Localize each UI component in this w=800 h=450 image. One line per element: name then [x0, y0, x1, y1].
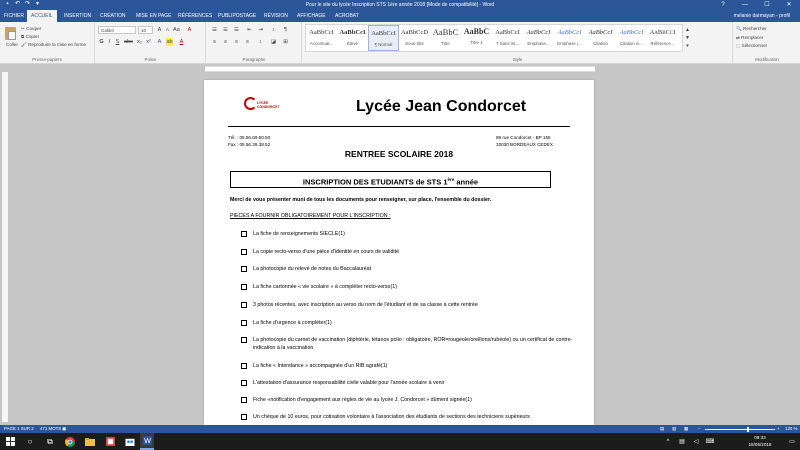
- ribbon-tabs: [0, 10, 800, 22]
- fax-text: Fax : 05.56.39.38.52: [228, 142, 271, 147]
- cut-button[interactable]: ✂ Couper: [21, 26, 42, 31]
- checkbox-icon: [241, 363, 247, 369]
- group-label: Presse-papiers: [32, 57, 62, 62]
- tab-publipostage[interactable]: PUBLIPOSTAGE: [218, 13, 257, 19]
- network-icon[interactable]: ▤: [679, 439, 685, 445]
- zoom-out-icon[interactable]: −: [698, 426, 701, 431]
- task-view-icon[interactable]: ⧉: [47, 436, 53, 446]
- select-button[interactable]: ⬚ Sélectionner: [736, 43, 768, 48]
- paragraph-group: [207, 22, 302, 64]
- tab-insertion[interactable]: INSERTION: [64, 13, 92, 19]
- taskbar: [0, 433, 800, 450]
- list-item: La fiche d'urgence à compléter(1): [241, 319, 581, 327]
- style-item[interactable]: AaBbC Titre: [432, 27, 459, 46]
- checkbox-icon: [241, 380, 247, 386]
- font-color-icon[interactable]: A: [179, 39, 184, 45]
- tab-acrobat[interactable]: ACROBAT: [335, 13, 359, 19]
- clear-format-icon[interactable]: A: [187, 27, 192, 33]
- language-icon[interactable]: ⌨: [705, 439, 715, 445]
- list-item: 3 photos récentes, avec inscription au verso du nom de l'étudiant et de sa classe à cette rentrée: [241, 301, 581, 309]
- checkbox-icon: [241, 320, 247, 326]
- multilevel-list-icon[interactable]: ☰: [234, 27, 239, 33]
- proofing-icon[interactable]: ▣: [62, 426, 67, 431]
- save-icon[interactable]: ▪: [6, 1, 9, 7]
- list-item: La photocopie du relevé de notes du Baccalauréat: [241, 265, 581, 273]
- tab-fichier[interactable]: FICHIER: [0, 10, 26, 22]
- numbering-icon[interactable]: ☰: [223, 27, 228, 33]
- find-button[interactable]: 🔍 Rechercher: [736, 26, 767, 31]
- checkbox-icon: [241, 266, 247, 272]
- clipboard-group: [0, 22, 95, 64]
- shading-icon[interactable]: ◪: [270, 39, 277, 45]
- list-item: La fiche « Intendance » accompagnée d'un RIB agrafé(1): [241, 362, 581, 370]
- zoom-slider-thumb[interactable]: [747, 427, 749, 432]
- close-button[interactable]: ✕: [786, 2, 792, 8]
- borders-icon[interactable]: ⊞: [283, 39, 288, 45]
- group-label: Paragraphe: [242, 57, 266, 62]
- style-item[interactable]: AaBbCcI T Sans int...: [495, 29, 520, 46]
- styles-more-icon[interactable]: ▾: [686, 43, 689, 49]
- align-right-icon[interactable]: ≡: [234, 39, 239, 45]
- align-center-icon[interactable]: ≡: [223, 39, 228, 45]
- underline-icon[interactable]: S: [115, 39, 120, 45]
- windows-start-icon[interactable]: [2, 433, 18, 450]
- zoom-slider[interactable]: [705, 429, 775, 430]
- rentree-heading: RENTREE SCOLAIRE 2018: [344, 149, 454, 159]
- highlight-icon[interactable]: ab: [166, 39, 173, 45]
- styles-gallery: [305, 24, 683, 52]
- ribbon: [0, 22, 800, 64]
- superscript-icon[interactable]: x²: [146, 39, 151, 45]
- paste-button[interactable]: Coller: [4, 25, 18, 45]
- document-page[interactable]: [204, 80, 594, 425]
- justify-icon[interactable]: ≡: [245, 39, 250, 45]
- address-line-1: 89 rue Condorcet - BP 155: [496, 135, 551, 140]
- subscript-icon[interactable]: x₂: [137, 39, 142, 45]
- checkbox-icon: [241, 231, 247, 237]
- help-button[interactable]: ?: [721, 2, 725, 8]
- header-divider: [228, 126, 570, 127]
- undo-icon[interactable]: ↶: [14, 1, 21, 7]
- page-count[interactable]: PAGE 1 SUR 2: [4, 426, 34, 431]
- tab-creation[interactable]: CRÉATION: [100, 13, 126, 19]
- style-item[interactable]: AaBbCcI Citation: [588, 29, 613, 46]
- status-bar: [0, 425, 800, 433]
- volume-icon[interactable]: ◁: [693, 439, 699, 445]
- customize-icon[interactable]: ▾: [35, 1, 39, 7]
- store-icon[interactable]: [122, 433, 138, 450]
- pieces-heading: PIECES A FOURNIR OBLIGATOIREMENT POUR L'INSCRIPTION :: [230, 213, 391, 219]
- redo-icon[interactable]: ↷: [24, 1, 31, 7]
- list-item: Fiche «notification d'engagement aux règles de vie au lycée J. Condorcet » dûment signée(1): [241, 396, 581, 404]
- checkbox-icon: [241, 397, 247, 403]
- bold-icon[interactable]: G: [99, 39, 104, 45]
- checkbox-icon: [241, 302, 247, 308]
- checkbox-icon: [241, 249, 247, 255]
- show-marks-icon[interactable]: ¶: [284, 27, 287, 33]
- list-item: La copie recto-verso d'une pièce d'identité en cours de validité: [241, 248, 581, 256]
- app-icon[interactable]: [102, 433, 118, 450]
- style-item[interactable]: AaBbCcI Emphase i...: [557, 29, 582, 46]
- list-item: La photocopie du carnet de vaccination (diphtérie, tétanos polio : obligatoire, ROR=rougeole/oreillons/rubéole) ou un certificat de contre-indication à la vaccination: [241, 336, 581, 352]
- read-mode-icon[interactable]: ▤: [660, 426, 665, 431]
- notification-chevron-icon[interactable]: ^: [666, 438, 670, 445]
- word-taskbar-icon[interactable]: [140, 433, 154, 450]
- shrink-font-icon[interactable]: A: [165, 27, 169, 32]
- line-spacing-icon[interactable]: ↕: [259, 39, 262, 45]
- italic-icon[interactable]: I: [108, 39, 111, 45]
- editing-group: [734, 22, 800, 64]
- zoom-in-icon[interactable]: +: [777, 426, 780, 431]
- list-item: L'attestation d'assurance responsabilité civile valable pour l'année scolaire à venir: [241, 379, 581, 387]
- style-item-normal[interactable]: AaBbCcI ¶ Normal: [368, 25, 399, 51]
- styles-scroll-down-icon[interactable]: ▼: [685, 35, 690, 41]
- tab-revision[interactable]: RÉVISION: [264, 13, 288, 19]
- style-item[interactable]: AaBbC Titre 1: [463, 27, 490, 45]
- group-label: Style: [512, 57, 523, 62]
- chrome-icon[interactable]: [62, 433, 78, 450]
- tab-references[interactable]: RÉFÉRENCES: [178, 13, 213, 19]
- font-size-input[interactable]: 10: [138, 26, 153, 34]
- window-title: Pour le site du lycée Inscription STS 1ère année 2018 [Mode de compatibilité] - Word: [305, 2, 495, 8]
- case-icon[interactable]: Aa: [173, 27, 180, 33]
- decrease-indent-icon[interactable]: ⇤: [247, 27, 252, 33]
- style-item[interactable]: AaBbCcD Sous-titre: [400, 29, 429, 46]
- group-label: Modification: [755, 57, 779, 62]
- copy-button[interactable]: ⧉ Copier: [21, 34, 40, 39]
- zoom-level[interactable]: 120 %: [785, 426, 798, 431]
- style-item[interactable]: AaBbCcI Emphase...: [526, 29, 551, 46]
- search-icon[interactable]: ○: [27, 437, 33, 446]
- address-line-2: 33030 BORDEAUX CEDEX: [496, 142, 553, 147]
- inscription-box: INSCRIPTION DES ETUDIANTS de STS 1ère année: [230, 171, 551, 188]
- increase-indent-icon[interactable]: ⇥: [258, 27, 263, 33]
- minimize-button[interactable]: —: [742, 2, 748, 8]
- grow-font-icon[interactable]: A: [157, 27, 162, 33]
- intro-text: Merci de vous présenter muni de tous les documents pour renseigner, sur place, l'ensemble du dossier.: [230, 197, 492, 203]
- school-logo: LYCÉE CONDORCET: [244, 97, 276, 111]
- tab-mise-en-page[interactable]: MISE EN PAGE: [136, 13, 172, 19]
- list-item: La fiche de renseignements SIECLE(1): [241, 230, 581, 238]
- bullets-icon[interactable]: ☰: [212, 27, 217, 33]
- group-label: Police: [144, 57, 157, 62]
- font-group: [96, 22, 206, 64]
- sort-icon[interactable]: ↕: [272, 27, 275, 33]
- checkbox-icon: [241, 337, 247, 343]
- format-painter-button[interactable]: 🖌 Reproduire la mise en forme: [21, 42, 87, 47]
- style-item[interactable]: AaBbCcI Référence...: [649, 29, 676, 46]
- strikethrough-icon[interactable]: abc: [124, 39, 133, 45]
- align-left-icon[interactable]: ≡: [212, 39, 217, 45]
- tab-affichage[interactable]: AFFICHAGE: [297, 13, 326, 19]
- checkbox-icon: [241, 414, 247, 420]
- replace-button[interactable]: ⇄ Remplacer: [736, 34, 764, 40]
- file-explorer-icon[interactable]: [82, 433, 98, 450]
- horizontal-ruler[interactable]: [205, 66, 595, 72]
- font-name-input[interactable]: Calibri: [98, 26, 136, 34]
- style-item[interactable]: AaBbCcI Élevé: [339, 29, 366, 46]
- title-bar: [0, 0, 800, 10]
- svg-text:W: W: [143, 436, 151, 445]
- styles-scroll-up-icon[interactable]: ▲: [685, 27, 690, 33]
- vertical-ruler[interactable]: [2, 72, 8, 422]
- clock[interactable]: 09:33 18/05/2018: [748, 435, 772, 447]
- list-item: Un chèque de 10 euros, pour cotisation volontaire à l'association des étudiants de sections des techniciens supérieurs: [241, 413, 581, 421]
- user-account[interactable]: melanie darmayan - profil: [733, 13, 790, 19]
- print-layout-icon[interactable]: ▥: [672, 426, 677, 431]
- list-item: La fiche cartonnée « vie scolaire » à compléter recto-verso(1): [241, 283, 581, 291]
- window-controls: [712, 0, 800, 10]
- school-name: Lycée Jean Condorcet: [356, 98, 527, 115]
- style-item[interactable]: AaBbCcI Citation in...: [619, 29, 644, 46]
- checkbox-icon: [241, 284, 247, 290]
- phone-text: Tél. : 05.56.69.60.50: [228, 135, 271, 140]
- tab-accueil[interactable]: ACCUEIL: [27, 10, 57, 22]
- action-center-icon[interactable]: ▭: [789, 439, 795, 445]
- style-item[interactable]: AaBbCcI Accentuat...: [309, 29, 334, 46]
- word-count[interactable]: 471 MOTS: [40, 426, 62, 431]
- maximize-button[interactable]: ☐: [764, 2, 770, 8]
- text-effects-icon[interactable]: A: [157, 39, 162, 45]
- web-layout-icon[interactable]: ▦: [684, 426, 689, 431]
